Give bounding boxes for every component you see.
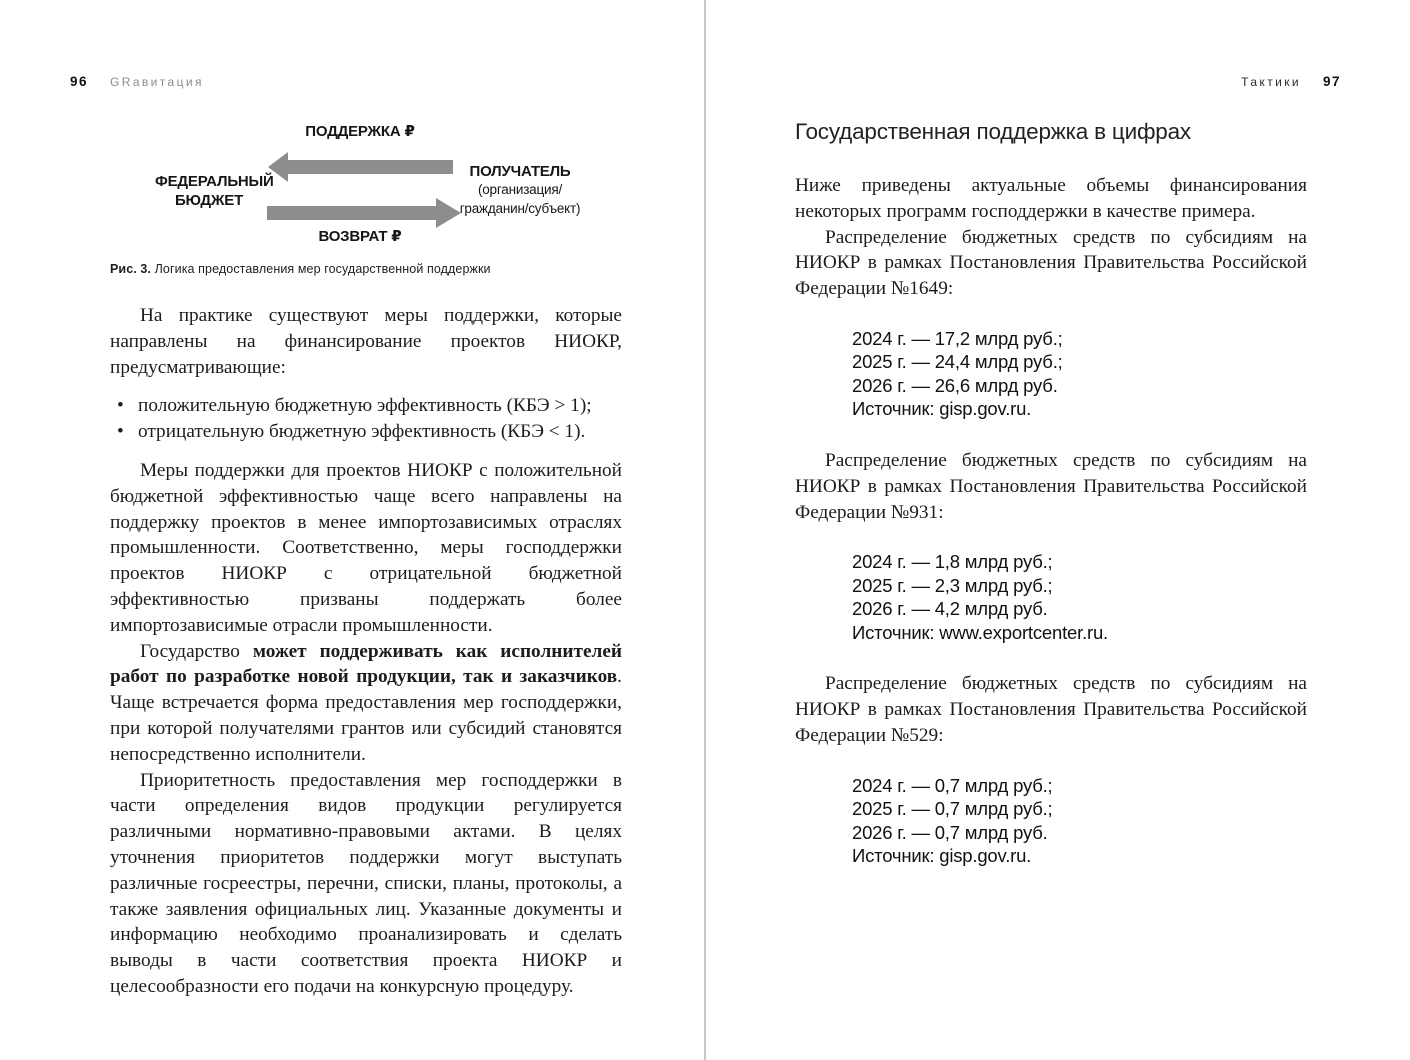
figure-caption (110, 262, 650, 276)
section-heading: Государственная поддержка в цифрах (795, 119, 1191, 144)
funding-data-list (795, 550, 1307, 644)
recipient-label: ПОЛУЧАТЕЛЬ (469, 163, 571, 180)
block-intro-paragraph: Распределение бюджетных средств по субсидиям на НИОКР в рамках Постановления Правительства Российской Федерации №1649: (795, 226, 1307, 300)
federal-budget-node (155, 172, 274, 210)
federal-budget-label-line1: ФЕДЕРАЛЬНЫЙ (155, 173, 274, 190)
chapter-title: Тактики (1241, 75, 1301, 89)
bullet-item: • отрицательную бюджетную эффективность (КБЭ < 1). (110, 419, 622, 445)
arrow-shaft (267, 206, 437, 220)
support-arrow-left-icon (268, 152, 453, 182)
figure-3-support-scheme (155, 118, 585, 258)
right-content-column (795, 119, 1307, 895)
arrow-shaft (286, 160, 453, 174)
bold-text-run: может поддерживать как исполнителей работ по разработке новой продукции, так и заказчиков (110, 640, 622, 688)
funding-line: 2024 г. — 1,8 млрд руб.; (852, 551, 1053, 573)
left-text-column (110, 303, 622, 1000)
text-run: На практике существуют меры поддержки, которые направлены на финансирование проектов НИОКР, предусматривающие: (110, 305, 622, 378)
text-run: Меры поддержки для проектов НИОКР с положительной бюджетной эффективностью чаще всего направлены на поддержку проектов в менее импортозависимых отраслях промышленности. Соответственно, меры господдержки проектов НИОКР с отрицательной бюджетной эффективностью призваны поддержать более импортозависимые отрасли промышленности. (110, 459, 622, 636)
body-paragraph (110, 639, 622, 768)
text-run: Приоритетность предоставления мер господдержки в части определения видов продукции регулируется различными нормативно-правовыми актами. В целях уточнения приоритетов поддержки могут выступать различные госреестры, перечни, списки, планы, протоколы, а также заявления официальных лиц. Указанные документы и информацию необходимо проанализировать и сделать выводы в части соответствия проекта НИОКР и целесообразности его подачи на конкурсную процедуру. (110, 769, 622, 997)
intro-paragraph: Ниже приведены актуальные объемы финансирования некоторых программ господдержки в качестве примера. (795, 175, 1307, 222)
page-number: 96 (70, 74, 89, 89)
funding-line: 2026 г. — 26,6 млрд руб. (852, 374, 1058, 396)
federal-budget-label-line2: БЮДЖЕТ (174, 192, 244, 209)
bullet-list (110, 393, 622, 445)
recipient-detail-line2: гражданин/субъект) (459, 200, 581, 216)
body-paragraph (110, 768, 622, 1000)
text-run: Государство (140, 640, 253, 662)
text-run: . Чаще встречается форма предоставления мер господдержки, при которой получателями грантов или субсидий становятся непосредственно исполнители. (110, 666, 622, 765)
source-line: Источник: gisp.gov.ru. (852, 845, 1032, 867)
figure-caption-text: Логика предоставления мер государственной поддержки (151, 262, 491, 276)
recipient-node (455, 162, 585, 218)
right-blocks (795, 225, 1307, 868)
arrow-head-right-icon (436, 198, 461, 228)
book-title: GRавитация (110, 75, 204, 89)
page-right (706, 0, 1410, 1060)
return-arrow-right-icon (267, 198, 461, 228)
funding-line: 2024 г. — 0,7 млрд руб.; (852, 774, 1053, 796)
return-arrow-label: ВОЗВРАТ ₽ (318, 228, 402, 245)
source-line: Источник: gisp.gov.ru. (852, 398, 1032, 420)
running-head-left (70, 74, 204, 89)
funding-line: 2024 г. — 17,2 млрд руб.; (852, 327, 1063, 349)
funding-line: 2025 г. — 24,4 млрд руб.; (852, 351, 1063, 373)
page-left (0, 0, 704, 1060)
bullet-item: • положительную бюджетную эффективность (КБЭ > 1); (110, 393, 622, 419)
funding-line: 2026 г. — 0,7 млрд руб. (852, 821, 1048, 843)
block-intro-paragraph: Распределение бюджетных средств по субсидиям на НИОКР в рамках Постановления Правительства Российской Федерации №931: (795, 449, 1307, 523)
body-paragraph (110, 303, 622, 380)
funding-line: 2025 г. — 0,7 млрд руб.; (852, 798, 1053, 820)
recipient-detail-line1: (организация/ (477, 182, 563, 197)
support-arrow-label: ПОДДЕРЖКА ₽ (305, 123, 415, 140)
funding-data-list (795, 774, 1307, 868)
figure-caption-number: Рис. 3. (110, 262, 152, 276)
running-head-right (1241, 74, 1341, 89)
funding-line: 2026 г. — 4,2 млрд руб. (852, 598, 1048, 620)
block-intro-paragraph: Распределение бюджетных средств по субсидиям на НИОКР в рамках Постановления Правительства Российской Федерации №529: (795, 673, 1307, 746)
page-number: 97 (1322, 74, 1341, 89)
source-line: Источник: www.exportcenter.ru. (852, 621, 1108, 643)
funding-data-list (795, 327, 1307, 421)
funding-line: 2025 г. — 2,3 млрд руб.; (852, 574, 1053, 596)
body-paragraph (110, 458, 622, 639)
